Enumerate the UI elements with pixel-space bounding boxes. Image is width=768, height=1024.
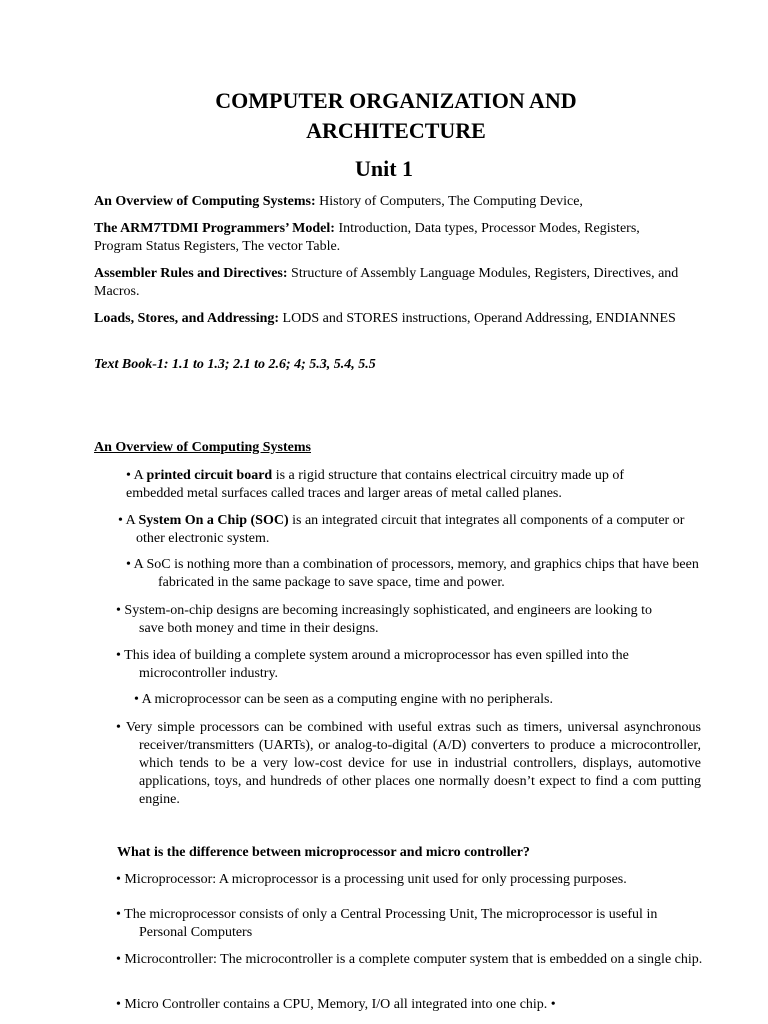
textbook-reference: Text Book-1: 1.1 to 1.3; 2.1 to 2.6; 4; 5.3, 5.4, 5.5 — [94, 357, 376, 372]
list-item: • Microprocessor: A microprocessor is a processing unit used for only processing purposes. — [116, 872, 627, 887]
syllabus-item: The ARM7TDMI Programmers’ Model: Introduction, Data types, Processor Modes, Registers, Program Status Registers, The vector Table. — [94, 221, 640, 254]
list-item: • Very simple processors can be combined with useful extras such as timers, universal asynchronous receiver/transmitters (UARTs), or analog-to-digital (A/D) converters to produce a microcontroller, which tends to be a very low-cost device for use in industrial controllers, displays, automotive applications, toys, and hundreds of other places one normally doesn’t expect to find a com putting engine. — [116, 720, 701, 807]
list-item: • System-on-chip designs are becoming increasingly sophisticated, and engineers are looking to save both money and time in their designs. — [116, 603, 652, 636]
syllabus-item: An Overview of Computing Systems: History of Computers, The Computing Device, — [94, 194, 583, 209]
unit-heading: Unit 1 — [354, 156, 414, 181]
list-item: • A SoC is nothing more than a combination of processors, memory, and graphics chips that have been fabricated in the same package to save space, time and power. — [126, 557, 699, 590]
list-item: • Microcontroller: The microcontroller is a complete computer system that is embedded on a single chip. — [116, 952, 703, 967]
question-heading: What is the difference between microprocessor and micro controller? — [117, 845, 530, 860]
list-item: • A printed circuit board is a rigid structure that contains electrical circuitry made up of embedded metal surfaces called traces and larger areas of metal called planes. — [126, 468, 625, 501]
list-item: • A System On a Chip (SOC) is an integrated circuit that integrates all components of a computer or other electronic system. — [118, 513, 685, 546]
syllabus-item: Assembler Rules and Directives: Structure of Assembly Language Modules, Registers, Directives, and Macros. — [94, 266, 679, 299]
list-item: • Micro Controller contains a CPU, Memory, I/O all integrated into one chip. • — [116, 997, 556, 1012]
document-title: COMPUTER ORGANIZATION AND ARCHITECTURE — [215, 88, 577, 143]
list-item: • This idea of building a complete system around a microprocessor has even spilled into the microcontroller industry. — [116, 648, 629, 681]
section-heading: An Overview of Computing Systems — [94, 440, 311, 455]
syllabus-item: Loads, Stores, and Addressing: LODS and STORES instructions, Operand Addressing, ENDIANNES — [94, 311, 676, 326]
list-item: • The microprocessor consists of only a Central Processing Unit, The microprocessor is useful in Personal Computers — [116, 907, 658, 940]
list-item: • A microprocessor can be seen as a computing engine with no peripherals. — [134, 692, 553, 707]
